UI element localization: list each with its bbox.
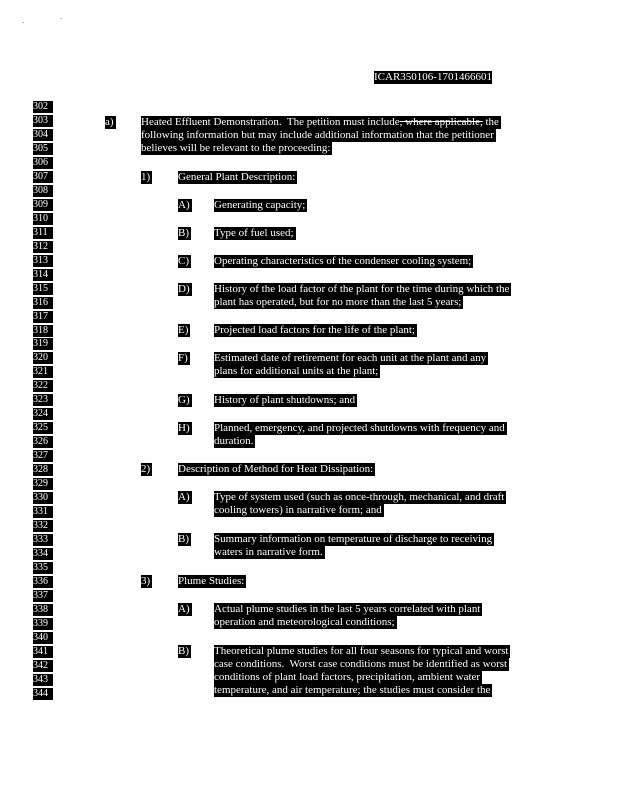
section1-item-marker: C) bbox=[178, 255, 189, 267]
section2-item-text: cooling towers) in narrative form; and bbox=[214, 504, 382, 516]
section-3-title: Plume Studies: bbox=[178, 575, 245, 587]
section1-item-marker: G) bbox=[178, 394, 190, 406]
section1-item-text: duration. bbox=[214, 435, 254, 447]
section3-item-marker: B) bbox=[178, 645, 189, 657]
section1-item-text: History of plant shutdowns; and bbox=[214, 394, 356, 406]
line-number: 312 bbox=[33, 241, 53, 253]
section1-item-text: Planned, emergency, and projected shutdowns with frequency and bbox=[214, 422, 505, 434]
line-number: 307 bbox=[33, 171, 53, 183]
line-number: 334 bbox=[33, 548, 53, 560]
line-number: 343 bbox=[33, 674, 53, 686]
line-number: 318 bbox=[33, 325, 53, 337]
line-number: 336 bbox=[33, 576, 53, 588]
line-number: 314 bbox=[33, 269, 53, 281]
line-number: 341 bbox=[33, 646, 53, 658]
line-number: 320 bbox=[33, 352, 53, 364]
document-id-header: ICAR350106-1701466601 bbox=[374, 71, 492, 83]
line-number: 308 bbox=[33, 185, 53, 197]
scan-specks bbox=[22, 18, 62, 28]
section1-item-text: History of the load factor of the plant for the time during which the bbox=[214, 283, 510, 295]
section-1-marker: 1) bbox=[141, 171, 151, 183]
section-1-title: General Plant Description: bbox=[178, 171, 296, 183]
line-number: 321 bbox=[33, 366, 53, 378]
line-number: 311 bbox=[33, 227, 53, 239]
line-number: 329 bbox=[33, 478, 53, 490]
section3-item-text: Actual plume studies in the last 5 years correlated with plant bbox=[214, 603, 481, 615]
section2-item-text: waters in narrative form. bbox=[214, 546, 323, 558]
section1-item-marker: H) bbox=[178, 422, 190, 434]
line-number: 339 bbox=[33, 618, 53, 630]
section3-item-text: case conditions. Worst case conditions must be identified as worst bbox=[214, 658, 508, 670]
section3-item-text: temperature, and air temperature; the studies must consider the bbox=[214, 684, 491, 696]
line-number: 338 bbox=[33, 604, 53, 616]
section3-item-text: operation and meteorological conditions; bbox=[214, 616, 395, 628]
line-number: 325 bbox=[33, 422, 53, 434]
item-a-struck-text: , where applicable, bbox=[399, 116, 483, 128]
line-number: 303 bbox=[33, 115, 53, 127]
section2-item-marker: A) bbox=[178, 491, 190, 503]
line-number: 324 bbox=[33, 408, 53, 420]
line-number: 305 bbox=[33, 143, 53, 155]
section1-item-marker: F) bbox=[178, 352, 188, 364]
line-number: 337 bbox=[33, 590, 53, 602]
section1-item-text: Type of fuel used; bbox=[214, 227, 294, 239]
section1-item-text: plant has operated, but for no more than the last 5 years; bbox=[214, 296, 462, 308]
section1-item-text: Operating characteristics of the condenser cooling system; bbox=[214, 255, 472, 267]
line-number: 335 bbox=[33, 562, 53, 574]
line-number: 322 bbox=[33, 380, 53, 392]
item-a-marker: a) bbox=[105, 116, 114, 128]
line-number: 326 bbox=[33, 436, 53, 448]
section1-item-text: Estimated date of retirement for each unit at the plant and any bbox=[214, 352, 487, 364]
section1-item-text: plans for additional units at the plant; bbox=[214, 365, 379, 377]
section2-item-text: Summary information on temperature of discharge to receiving bbox=[214, 533, 493, 545]
section1-item-marker: A) bbox=[178, 199, 190, 211]
line-number: 304 bbox=[33, 129, 53, 141]
line-number: 328 bbox=[33, 464, 53, 476]
section-2-marker: 2) bbox=[141, 463, 151, 475]
line-number: 302 bbox=[33, 101, 53, 113]
item-a-line-3: believes will be relevant to the proceeding: bbox=[141, 142, 331, 154]
line-number: 319 bbox=[33, 338, 53, 350]
line-number: 309 bbox=[33, 199, 53, 211]
item-a-line-1-pre: Heated Effluent Demonstration. The petition must include bbox=[141, 116, 400, 128]
section1-item-text: Generating capacity; bbox=[214, 199, 306, 211]
line-number: 310 bbox=[33, 213, 53, 225]
section1-item-marker: B) bbox=[178, 227, 189, 239]
line-number: 330 bbox=[33, 492, 53, 504]
line-number: 331 bbox=[33, 506, 53, 518]
line-number: 340 bbox=[33, 632, 53, 644]
line-number: 316 bbox=[33, 297, 53, 309]
section2-item-text: Type of system used (such as once-through, mechanical, and draft bbox=[214, 491, 505, 503]
section1-item-marker: E) bbox=[178, 324, 189, 336]
item-a-line-1-post: the bbox=[482, 116, 499, 128]
line-number: 306 bbox=[33, 157, 53, 169]
section1-item-marker: D) bbox=[178, 283, 190, 295]
line-number: 332 bbox=[33, 520, 53, 532]
section-2-title: Description of Method for Heat Dissipation: bbox=[178, 463, 374, 475]
line-number: 315 bbox=[33, 283, 53, 295]
line-number: 342 bbox=[33, 660, 53, 672]
section1-item-text: Projected load factors for the life of the plant; bbox=[214, 324, 415, 336]
section3-item-text: conditions of plant load factors, precipitation, ambient water bbox=[214, 671, 481, 683]
item-a-line-2: following information but may include additional information that the petitioner bbox=[141, 129, 494, 141]
line-number: 317 bbox=[33, 311, 53, 323]
line-number: 327 bbox=[33, 450, 53, 462]
line-number: 333 bbox=[33, 534, 53, 546]
item-a-line-1 bbox=[141, 116, 501, 129]
section3-item-marker: A) bbox=[178, 603, 190, 615]
line-number: 313 bbox=[33, 255, 53, 267]
line-number: 323 bbox=[33, 394, 53, 406]
section2-item-marker: B) bbox=[178, 533, 189, 545]
section-3-marker: 3) bbox=[141, 575, 151, 587]
section3-item-text: Theoretical plume studies for all four seasons for typical and worst bbox=[214, 645, 509, 657]
line-number: 344 bbox=[33, 688, 53, 700]
